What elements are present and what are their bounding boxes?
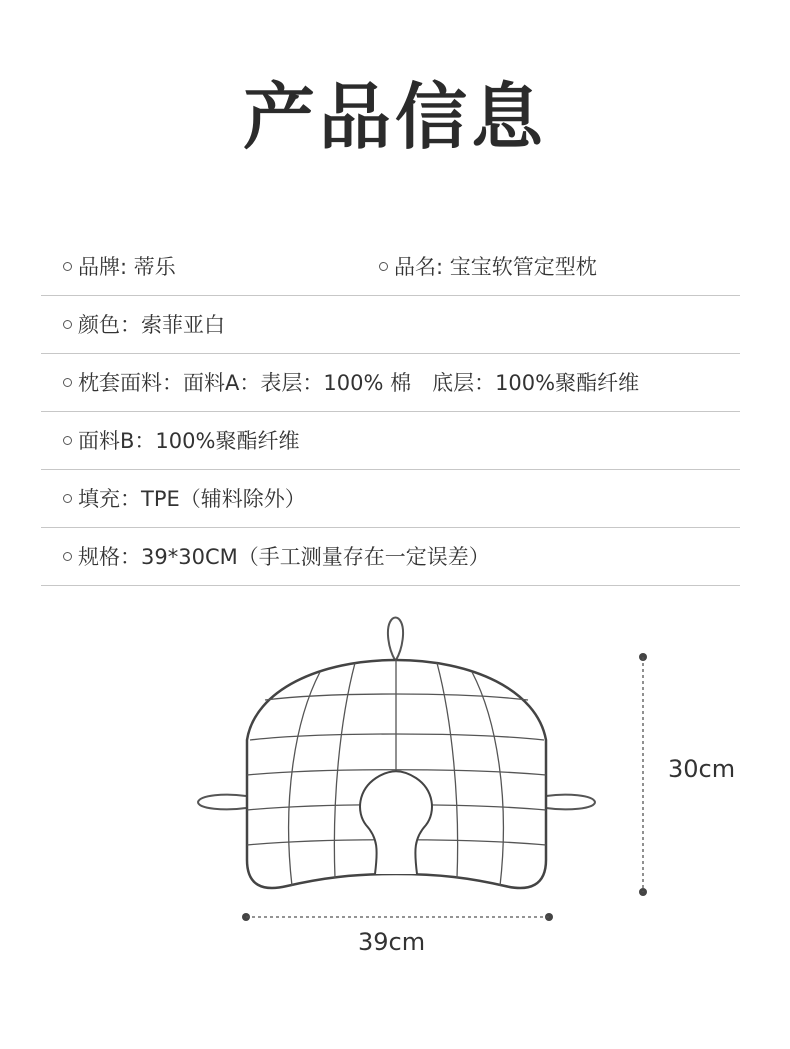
info-text: 品牌: 蒂乐: [78, 255, 176, 279]
width-dimension-label: 39cm: [358, 928, 426, 956]
info-item-fabric-b: [63, 426, 299, 456]
info-row-brand: [41, 238, 740, 296]
info-text: 面料B：100%聚酯纤维: [78, 429, 300, 453]
info-text: 规格：39*30CM（手工测量存在一定误差）: [78, 545, 490, 569]
bullet-icon: [63, 262, 72, 271]
info-item-size: [63, 542, 490, 572]
info-text: 枕套面料：面料A：表层：100% 棉 底层：100%聚酯纤维: [78, 371, 640, 395]
info-item-color: [63, 310, 225, 340]
info-item-fabric-a: [63, 368, 639, 398]
bullet-icon: [63, 494, 72, 503]
info-item-product-name: [379, 252, 597, 282]
info-row-size: [41, 528, 740, 586]
height-dimension-label: 30cm: [668, 755, 736, 783]
info-row-color: [41, 296, 740, 354]
bullet-icon: [379, 262, 388, 271]
page-title: 产品信息: [242, 75, 547, 159]
bullet-icon: [63, 320, 72, 329]
info-text: 颜色：索菲亚白: [78, 313, 225, 337]
pillow-outline-icon: [0, 600, 790, 1049]
product-info-table: [41, 238, 740, 586]
info-item-brand: [63, 252, 176, 282]
info-text: 品名: 宝宝软管定型枕: [394, 255, 597, 279]
bullet-icon: [63, 552, 72, 561]
info-row-fabric-a: [41, 354, 740, 412]
info-row-fabric-b: [41, 412, 740, 470]
info-text: 填充：TPE（辅料除外）: [78, 487, 306, 511]
info-row-filling: [41, 470, 740, 528]
pillow-illustration: [0, 600, 790, 1049]
info-item-filling: [63, 484, 306, 514]
bullet-icon: [63, 436, 72, 445]
bullet-icon: [63, 378, 72, 387]
